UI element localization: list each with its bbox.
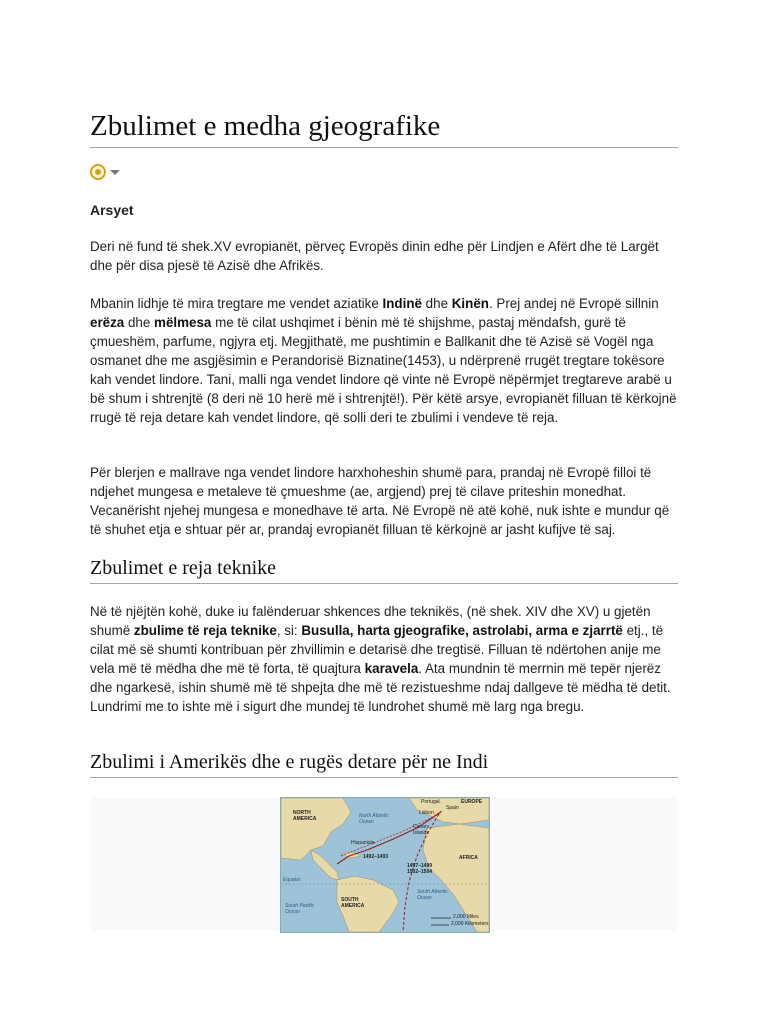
map-label: North Atlantic Ocean bbox=[359, 813, 389, 825]
map-label: NORTH AMERICA bbox=[293, 810, 317, 822]
bold-term: erëza bbox=[90, 315, 125, 330]
map-label: SOUTH AMERICA bbox=[341, 897, 365, 909]
paragraph-trade: Mbanin lidhje të mira tregtare me vendet aziatike Indinë dhe Kinën. Prej andej në Evropë sillnin erëza dhe mëlmesa me të cilat ushqimet i bënin më të shijshme, pastaj mëndafsh, gurë të çmueshëm, parfume, ngjyra etj. Megjithatë, me pushtimin e Ballkanit dhe të Azisë së Vogël nga osmanet dhe me asgjësimin e Perandorisë Biznatine(1453), u ndërprenë rrugët tregtare tokësore kah vendet lindore. Tani, malli nga vendet lindore që vinte në Evropë nëpërmjet tregtareve arabë u bë shum i shtrenjtë (8 deri në 10 herë më i shtrenjtë!). Për këtë arsye, evropianët filluan të kërkojnë rrugë të reja detare kah vendet lindore, që solli deri te zbulimi i vendeve të reja. bbox=[90, 296, 677, 425]
map-label: Spain bbox=[446, 805, 459, 811]
bold-term: zbulime të reja teknike bbox=[133, 623, 277, 638]
map-label: South Atlantic Ocean bbox=[417, 889, 448, 901]
map-label: 1497–1499 bbox=[407, 863, 433, 869]
land-central-america bbox=[311, 850, 339, 880]
voyages-map[interactable] bbox=[280, 797, 490, 933]
section-heading-technical: Zbulimet e reja teknike bbox=[90, 557, 678, 584]
watch-icon[interactable] bbox=[90, 164, 106, 180]
map-label: AFRICA bbox=[459, 855, 478, 861]
map-label: 2,000 Kilometers bbox=[451, 921, 489, 927]
map-label: South Pacific Ocean bbox=[285, 903, 315, 915]
map-label: Portugal bbox=[421, 799, 440, 805]
paragraph-intro: Deri në fund të shek.XV evropianët, përveç Evropës dinin edhe për Lindjen e Afërt dhe të Largët dhe për disa pjesë të Azisë dhe Afrikës. bbox=[90, 239, 659, 273]
watch-menu[interactable] bbox=[90, 164, 120, 180]
map-label: Canary Islands bbox=[413, 824, 430, 836]
section-heading-america: Zbulimi i Amerikës dhe e rugës detare për ne Indi bbox=[90, 751, 678, 778]
map-figure bbox=[90, 797, 678, 931]
land-north-america bbox=[281, 798, 351, 860]
paragraph-technical: Në të njëjtën kohë, duke iu falënderuar shkences dhe teknikës, (në shek. XIV dhe XV) u gjetën shumë zbulime të reja teknike, si: Busulla, harta gjeografike, astrolabi, arma e zjarrtë etj., të cilat më së shumti kontribuan për zhvillimin e detarisë dhe tregtisë. Filluan të ndërtohen anije me vela më të mëdha dhe më të forta, të quajtura karavela. Ata mundnin të merrnin më tepër njerëz dhe ngarkesë, ishin shumë më të shpejta dhe më të rezistueshme ndaj dallgeve të mëdha të detit. Lundrimi me to ishte më i sigurt dhe mundej të lundrohet shumë më larg nga bregu. bbox=[90, 604, 671, 714]
bold-term: Kinën bbox=[451, 296, 489, 311]
section-subheading: Arsyet bbox=[90, 202, 134, 218]
map-label: 1502–1504 bbox=[407, 869, 433, 875]
map-label: EUROPE bbox=[461, 799, 483, 805]
page-title: Zbulimet e medha gjeografike bbox=[90, 110, 678, 148]
map-label: 1492–1493 bbox=[363, 854, 389, 860]
map-label: Lisbon bbox=[419, 810, 434, 816]
bold-term: mëlmesa bbox=[154, 315, 212, 330]
paragraph-metals: Për blerjen e mallrave nga vendet lindore harxhoheshin shumë para, prandaj në Evropë filloi të ndjehet mungesa e metaleve të çmueshme (ae, argjend) prej të cilave priteshin monedhat. Vecanërisht njehej mungesa e monedhave të arta. Në Evropë në atë kohë, nuk ishte e mundur që të shuhet etja e shtuar për ar, prandaj evropianët filluan të kërkojnë ar jasht kufijve të saj. bbox=[90, 465, 670, 537]
bold-term: Indinë bbox=[382, 296, 422, 311]
bold-term: karavela bbox=[364, 661, 419, 676]
map-label: Equator bbox=[283, 877, 301, 883]
map-label: 2,000 Miles bbox=[453, 914, 479, 920]
map-label: Hispaniola bbox=[351, 840, 375, 846]
caret-down-icon[interactable] bbox=[110, 170, 120, 175]
bold-term: Busulla, harta gjeografike, astrolabi, arma e zjarrtë bbox=[301, 623, 623, 638]
